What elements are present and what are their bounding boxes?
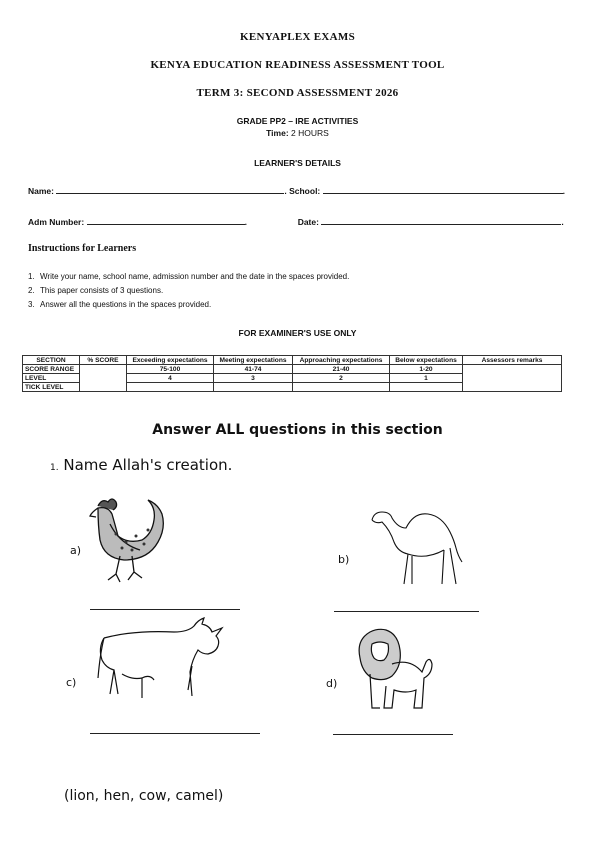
table-header: Approaching expectations bbox=[293, 356, 390, 365]
section-title: Answer ALL questions in this section bbox=[152, 422, 443, 438]
adm-date-row: Adm Number: . Date: . bbox=[28, 217, 564, 227]
table-row bbox=[23, 365, 562, 374]
time-label: Time: bbox=[266, 128, 289, 138]
exam-org: KENYAPLEX EXAMS bbox=[239, 31, 356, 43]
label-b: b) bbox=[338, 553, 350, 566]
table-header: Meeting expectations bbox=[214, 356, 293, 365]
assessment-tool-title: KENYA EDUCATION READINESS ASSESSMENT TOOL bbox=[150, 59, 445, 71]
table-header: SECTION bbox=[23, 356, 80, 365]
tick-cell[interactable] bbox=[390, 383, 463, 392]
row-label: TICK LEVEL bbox=[23, 383, 80, 392]
table-header: Assessors remarks bbox=[463, 356, 562, 365]
instructions-title: Instructions for Learners bbox=[28, 243, 137, 254]
name-label: Name: bbox=[28, 186, 54, 196]
answer-line-a[interactable] bbox=[90, 609, 240, 610]
date-label: Date: bbox=[297, 217, 319, 227]
question-1 bbox=[50, 456, 232, 474]
grade-subject: GRADE PP2 – IRE ACTIVITIES bbox=[236, 116, 359, 126]
instruction-item: 2. This paper consists of 3 questions. bbox=[28, 286, 164, 295]
table-cell: 21-40 bbox=[293, 365, 390, 374]
name-field[interactable] bbox=[56, 193, 284, 194]
time-value: 2 HOURS bbox=[291, 128, 329, 138]
question-number: 1. bbox=[50, 463, 59, 473]
row-label: LEVEL bbox=[23, 374, 80, 383]
lion-illustration bbox=[354, 624, 436, 716]
row-label: SCORE RANGE bbox=[23, 365, 80, 374]
table-cell: 4 bbox=[127, 374, 214, 383]
table-cell: 1 bbox=[390, 374, 463, 383]
question-text: Name Allah's creation. bbox=[63, 456, 233, 474]
label-d: d) bbox=[326, 677, 338, 690]
examiner-table bbox=[22, 355, 562, 392]
learner-details-heading: LEARNER'S DETAILS bbox=[254, 158, 341, 168]
adm-label: Adm Number: bbox=[28, 217, 85, 227]
score-cell[interactable] bbox=[80, 365, 127, 392]
table-header: Exceeding expectations bbox=[127, 356, 214, 365]
table-cell: 3 bbox=[214, 374, 293, 383]
hen-illustration bbox=[86, 494, 168, 590]
table-header-row bbox=[23, 356, 562, 365]
answer-line-c[interactable] bbox=[90, 733, 260, 734]
table-cell: 2 bbox=[293, 374, 390, 383]
label-c: c) bbox=[66, 676, 77, 689]
label-a: a) bbox=[70, 544, 82, 557]
table-cell: 41-74 bbox=[214, 365, 293, 374]
answer-line-d[interactable] bbox=[333, 734, 453, 735]
instruction-item: 1. Write your name, school name, admission number and the date in the spaces provided. bbox=[28, 272, 350, 281]
answer-line-b[interactable] bbox=[334, 611, 479, 612]
cow-illustration bbox=[96, 616, 226, 708]
tick-cell[interactable] bbox=[214, 383, 293, 392]
exam-time bbox=[0, 128, 595, 138]
term-title: TERM 3: SECOND ASSESSMENT 2026 bbox=[196, 87, 399, 99]
tick-cell[interactable] bbox=[293, 383, 390, 392]
remarks-cell[interactable] bbox=[463, 365, 562, 392]
examiner-heading: FOR EXAMINER'S USE ONLY bbox=[238, 328, 357, 338]
instructions-list bbox=[28, 272, 349, 314]
table-header: Below expectations bbox=[390, 356, 463, 365]
school-label: School: bbox=[289, 186, 321, 196]
school-field[interactable] bbox=[323, 193, 563, 194]
word-bank: (lion, hen, cow, camel) bbox=[64, 788, 224, 804]
tick-cell[interactable] bbox=[127, 383, 214, 392]
table-cell: 75-100 bbox=[127, 365, 214, 374]
camel-illustration bbox=[368, 500, 466, 590]
table-cell: 1-20 bbox=[390, 365, 463, 374]
name-school-row: Name: . School: . bbox=[28, 186, 566, 196]
adm-number-field[interactable] bbox=[87, 224, 245, 225]
date-field[interactable] bbox=[321, 224, 561, 225]
table-header: % SCORE bbox=[80, 356, 127, 365]
instruction-item: 3. Answer all the questions in the spaces provided. bbox=[28, 300, 212, 309]
